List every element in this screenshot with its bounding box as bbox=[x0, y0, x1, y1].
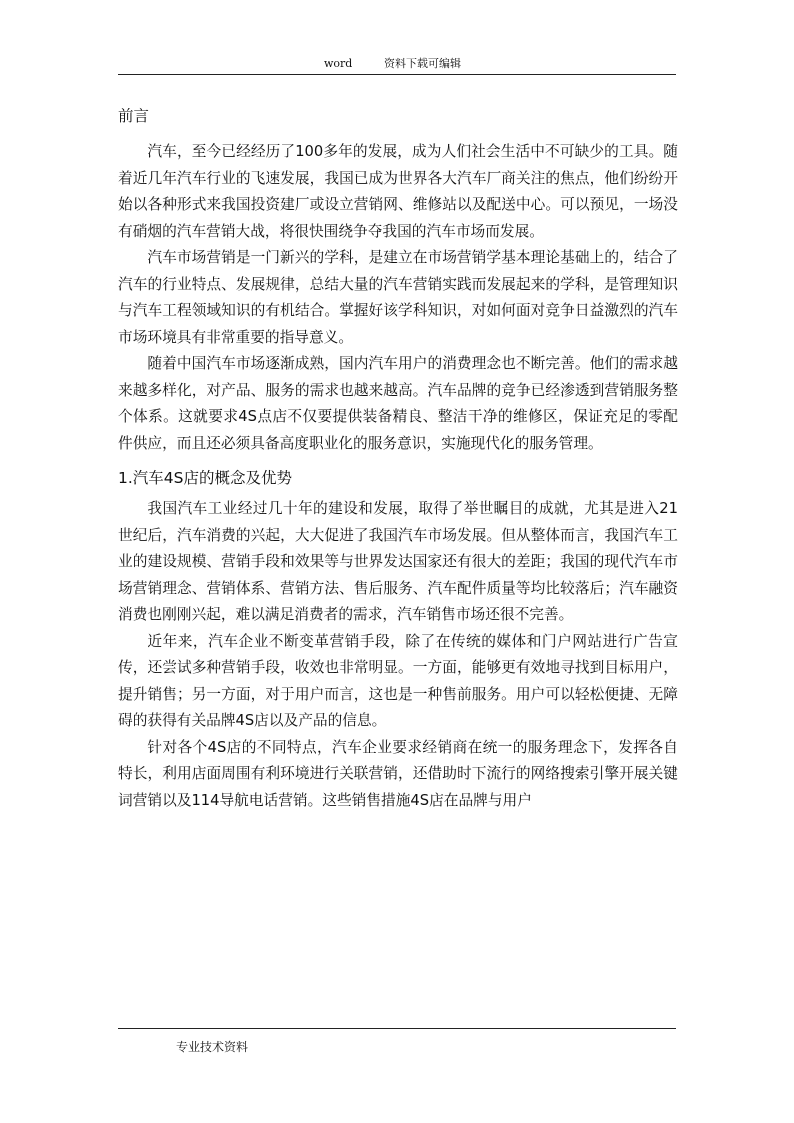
paragraph: 随着中国汽车市场逐渐成熟，国内汽车用户的消费理念也不断完善。他们的需求越来越多样化，对产品、服务的需求也越来越高。汽车品牌的竞争已经渗透到营销服务整个体系。这就要求4S点店不仅要提供装备精良、整洁干净的维修区，保证充足的零配件供应，而且还必须具备高度职业化的服务意识，实施现代化的服务管理。 bbox=[118, 355, 678, 452]
page-header bbox=[0, 56, 794, 72]
paragraph: 我国汽车工业经过几十年的建设和发展，取得了举世瞩目的成就，尤其是进入21世纪后，汽车消费的兴起，大大促进了我国汽车市场发展。但从整体而言，我国汽车工业的建设规模、营销手段和效果等与世界发达国家还有很大的差距；我国的现代汽车市场营销理念、营销体系、营销方法、售后服务、汽车配件质量等均比较落后；汽车融资消费也刚刚兴起，难以满足消费者的需求，汽车销售市场还很不完善。 bbox=[118, 500, 678, 623]
paragraph: 汽车，至今已经经历了100多年的发展，成为人们社会生活中不可缺少的工具。随着近几年汽车行业的飞速发展，我国已成为世界各大汽车厂商关注的焦点，他们纷纷开始以各种形式来我国投资建厂或设立营销网、维修站以及配送中心。可以预见，一场没有硝烟的汽车营销大战，将很快围绕争夺我国的汽车市场而发展。 bbox=[118, 143, 678, 240]
paragraph: 汽车市场营销是一门新兴的学科，是建立在市场营销学基本理论基础上的，结合了汽车的行业特点、发展规律，总结大量的汽车营销实践而发展起来的学科，是管理知识与汽车工程领域知识的有机结合。掌握好该学科知识，对如何面对竞争日益激烈的汽车市场环境具有非常重要的指导意义。 bbox=[118, 249, 678, 346]
header-rule bbox=[118, 74, 676, 75]
preface-heading: 前言 bbox=[118, 107, 150, 125]
section-heading: 1.汽车4S店的概念及优势 bbox=[118, 469, 292, 487]
paragraph: 针对各个4S店的不同特点，汽车企业要求经销商在统一的服务理念下，发挥各自特长，利用店面周围有利环境进行关联营销，还借助时下流行的网络搜索引擎开展关键词营销以及114导航电话营销。这些销售措施4S店在品牌与用户 bbox=[118, 738, 678, 809]
document-body bbox=[118, 103, 678, 814]
header-title: 资料下载可编辑 bbox=[384, 57, 461, 70]
header-word: word bbox=[324, 57, 353, 70]
page-footer: 专业技术资料 bbox=[176, 1040, 249, 1054]
footer-rule bbox=[118, 1028, 676, 1029]
paragraph: 近年来，汽车企业不断变革营销手段，除了在传统的媒体和门户网站进行广告宣传，还尝试多种营销手段，收效也非常明显。一方面，能够更有效地寻找到目标用户，提升销售；另一方面，对于用户而言，这也是一种售前服务。用户可以轻松便捷、无障碍的获得有关品牌4S店以及产品的信息。 bbox=[118, 632, 678, 729]
